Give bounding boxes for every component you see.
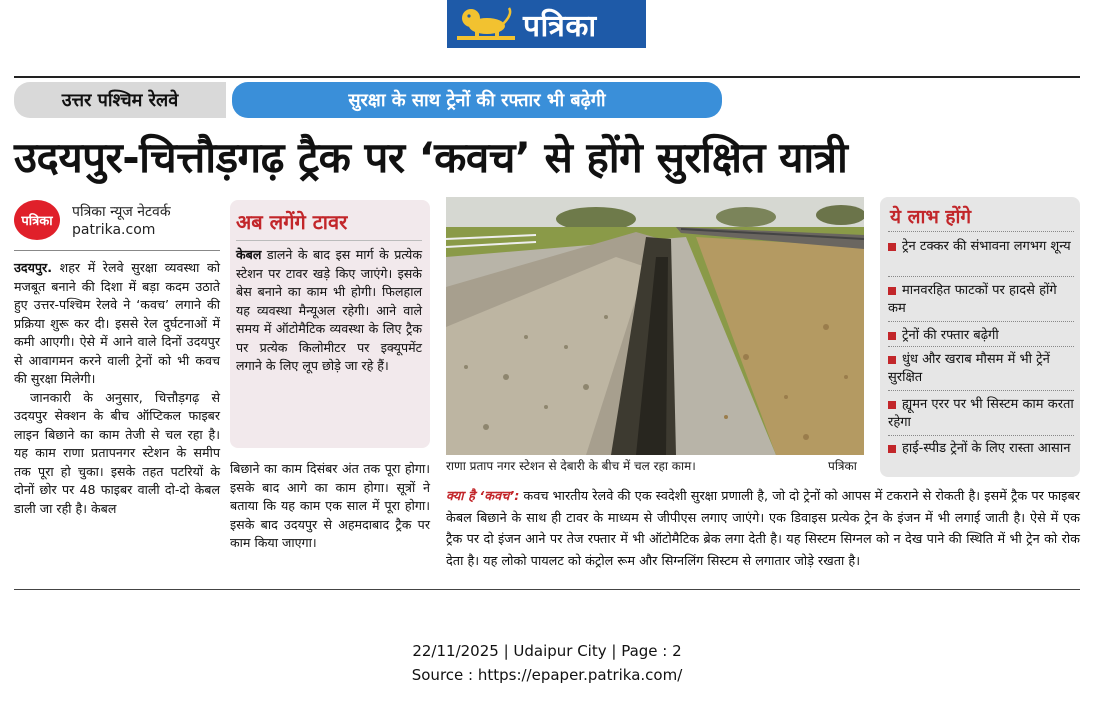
track-trench-photo — [446, 197, 864, 455]
square-bullet-icon — [888, 401, 896, 409]
dateline: उदयपुर. — [14, 260, 52, 275]
story-column-2: बिछाने का काम दिसंबर अंत तक पूरा होगा। इसके बाद आगे का काम होगा। सूत्रों ने बताया कि यह काम एक साल में पूरा होगा। इसके बाद उदयपुर से अहमदाबाद ट्रैक पर काम किया जाएगा। — [230, 461, 430, 550]
photo-illustration — [446, 197, 864, 455]
byline-website: patrika.com — [72, 222, 156, 238]
benefit-item: मानवरहित फाटकों पर हादसे होंगे कम — [888, 283, 1057, 316]
headline: उदयपुर-चित्तौड़गढ़ ट्रैक पर ‘कवच’ से होंगे सुरक्षित यात्री — [14, 133, 848, 182]
benefits-divider — [888, 231, 1074, 232]
benefits-divider — [888, 321, 1074, 322]
kavach-text: कवच भारतीय रेलवे की एक स्वदेशी सुरक्षा प्रणाली है, जो दो ट्रेनों को आपस में टकराने से रोकती है। इसमें ट्रैक पर फाइबर केबल बिछाने के साथ ही टावर के माध्यम से जीपीएस लगाए जाएंगे। एक डिवाइस प्रत्येक ट्रेन के इंजन में भी लगाई जाती है। ऐसे में एक ट्रैक पर दो इंजन आने पर तेज रफ्तार में भी ऑटोमैटिक ब्रेक लगा देती है। यह सिस्टम सिग्नल को न देख पाने की स्थिति में भी ट्रेन को रोक देता है। यह लोको पायलट को कंट्रोल रूम और सिग्नलिंग सिस्टम से लगातार जोड़े रखता है। — [446, 489, 1080, 569]
benefit-item: ट्रेन टक्कर की संभावना लगभग शून्य — [888, 238, 1074, 256]
footer-date-line: 22/11/2025 | Udaipur City | Page : 2 — [412, 642, 682, 660]
benefit-item: धुंध और खराब मौसम में भी ट्रेनें सुरक्षित — [888, 352, 1050, 385]
tower-text: डालने के बाद इस मार्ग के प्रत्येक स्टेशन पर टावर खड़े किए जाएंगे। इसके बेस बनाने का काम भी होगी। फिलहाल यह व्यवस्था मैन्यूअल रहेगी। आने वाले समय में ऑटोमैटिक व्यवस्था के लिए ट्रैक पर प्रत्येक किलोमीटर पर इक्यूपमेंट लगाने के लिए लूप छोड़े जा रहे हैं। — [236, 247, 422, 373]
story-paragraph-1: शहर में रेलवे सुरक्षा व्यवस्था को मजबूत बनाने की दिशा में बड़ा कदम उठाते हुए उत्तर-पश्चिम रेलवे ने ‘कवच’ लगाने की प्रक्रिया शुरू कर दी। इससे रेल दुर्घटनाओं में कमी आएगी। ऐसे में आने वाले दिनों उदयपुर से आवागमन करने वाली ट्रेनों को भी कवच की सुरक्षा मिलेगी। — [14, 260, 220, 386]
story-paragraph-2: जानकारी के अनुसार, चित्तौड़गढ़ से उदयपुर सेक्शन के बीच ऑप्टिकल फाइबर लाइन बिछाने का काम तेजी से चल रहा है। यह काम राणा प्रतापनगर स्टेशन के समीप तक पूरा हो चुका। इसके तहत पटरियों के दोनों छोर पर 48 फाइबर वाली दो-दो केबल डाली जा रही है। केबल — [14, 389, 220, 516]
kavach-label: क्या है ‘कवच’: — [446, 489, 520, 504]
benefits-divider — [888, 435, 1074, 436]
benefits-heading: ये लाभ होंगे — [890, 206, 972, 228]
byline-network: पत्रिका न्यूज नेटवर्क — [72, 204, 171, 220]
photo-credit: पत्रिका — [828, 459, 857, 473]
masthead-logo — [447, 0, 646, 48]
top-rule — [14, 76, 1080, 78]
benefits-divider — [888, 390, 1074, 391]
kavach-explainer — [446, 486, 1080, 572]
square-bullet-icon — [888, 445, 896, 453]
tower-body — [236, 246, 422, 376]
square-bullet-icon — [888, 243, 896, 251]
benefits-divider — [888, 276, 1074, 277]
benefit-item: हाई-स्पीड ट्रेनों के लिए रास्ता आसान — [888, 440, 1074, 458]
section-tag: उत्तर पश्चिम रेलवे — [14, 82, 226, 118]
square-bullet-icon — [888, 356, 896, 364]
benefit-item: ह्यूमन एरर पर भी सिस्टम काम करता रहेगा — [888, 397, 1074, 430]
patrika-logo: पत्रिका — [14, 200, 60, 240]
tower-lead: केबल — [236, 247, 262, 262]
benefits-divider — [888, 346, 1074, 347]
square-bullet-icon — [888, 287, 896, 295]
lion-emblem-icon — [455, 4, 517, 44]
tower-heading: अब लगेंगे टावर — [236, 210, 348, 234]
benefit-item: ट्रेनों की रफ्तार बढ़ेगी — [888, 327, 1074, 345]
bottom-rule — [14, 589, 1080, 590]
tower-divider — [236, 240, 422, 241]
masthead-name: पत्रिका — [523, 8, 597, 44]
story-column-1 — [14, 259, 220, 518]
footer-source-line: Source : https://epaper.patrika.com/ — [411, 666, 683, 684]
byline-divider — [14, 250, 220, 251]
kicker: सुरक्षा के साथ ट्रेनों की रफ्तार भी बढ़ेगी — [232, 82, 722, 118]
square-bullet-icon — [888, 332, 896, 340]
photo-caption: राणा प्रताप नगर स्टेशन से देबारी के बीच में चल रहा काम। — [446, 459, 696, 473]
